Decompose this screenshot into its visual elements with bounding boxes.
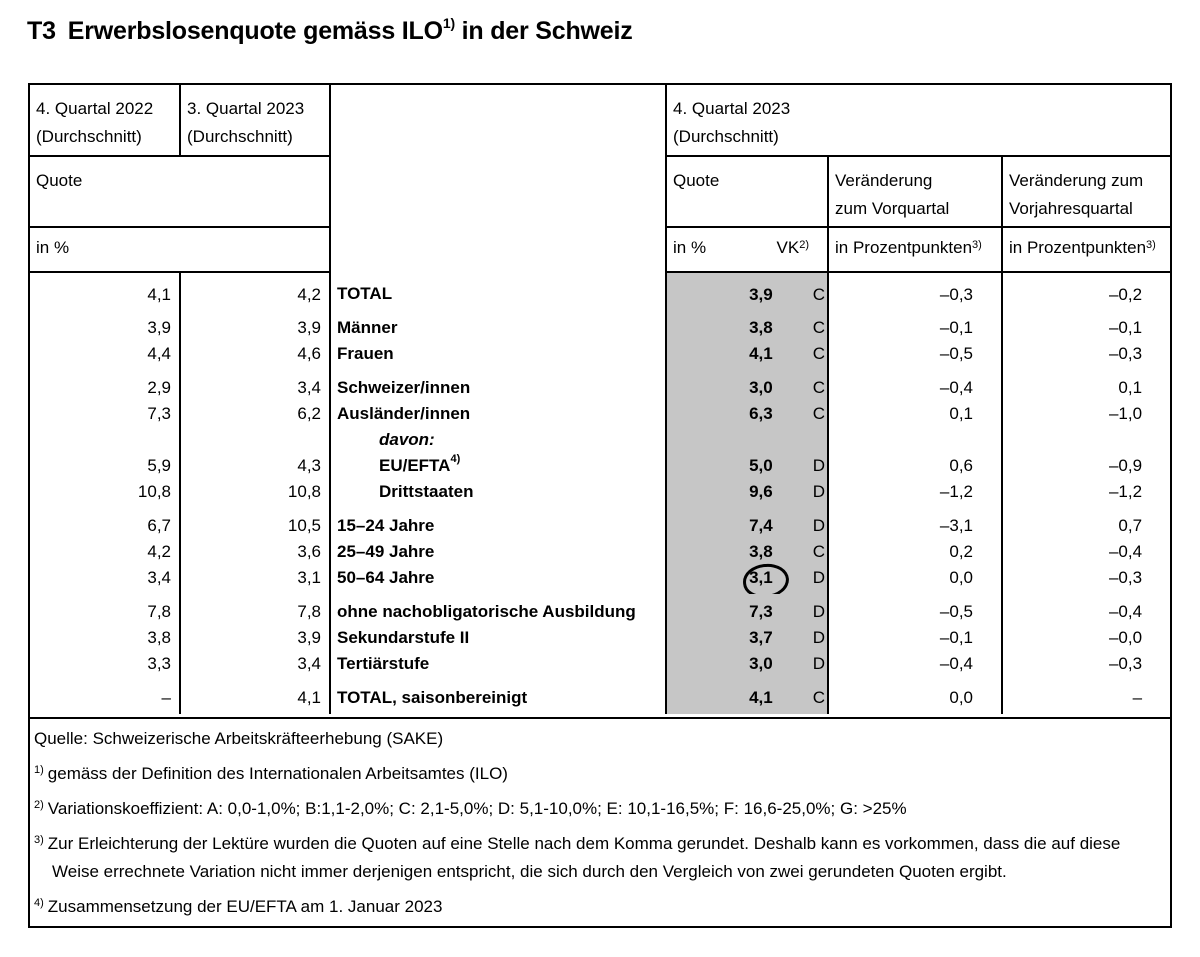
cell-change-vq: –0,3	[828, 272, 1002, 318]
table-row	[30, 482, 1170, 508]
cell-change-vq: 0,6	[828, 456, 1002, 482]
quote-value: 4,1	[749, 688, 773, 707]
quote-value: 5,0	[749, 456, 773, 475]
vk-value: C	[812, 378, 825, 397]
table-row	[30, 594, 1170, 628]
cell-change-vj: 0,1	[1118, 378, 1143, 397]
quote-value: 3,0	[749, 654, 773, 673]
vk-value: C	[812, 688, 825, 707]
cell-q4-2022: 10,8	[30, 482, 180, 508]
header-quote-right: Quote	[666, 156, 828, 227]
footnotes	[30, 717, 1170, 921]
cell-q4-2022: –	[30, 680, 180, 714]
cell-change-vj	[1002, 430, 1170, 456]
quote-value: 6,3	[749, 404, 773, 423]
vk-value: D	[812, 654, 825, 673]
cell-change-vj: –	[1132, 688, 1143, 707]
cell-change-vj: –0,3	[1108, 344, 1143, 363]
cell-q4-2022	[30, 430, 180, 456]
cell-change-vj: –0,3	[1108, 654, 1143, 673]
cell-change-vj: –0,1	[1108, 318, 1143, 337]
row-label: Schweizer/innen	[330, 370, 666, 404]
vk-value: D	[812, 602, 825, 621]
vk-value: D	[812, 482, 825, 501]
table-row	[30, 430, 1170, 456]
header-unit-pp-vq: in Prozentpunkten$^{3)}$	[828, 227, 1002, 272]
cell-change-vj: –0,2	[1108, 285, 1143, 304]
cell-change-vq: –0,4	[828, 654, 1002, 680]
vk-value: D	[812, 516, 825, 535]
cell-change-vq: –0,4	[828, 370, 1002, 404]
quote-value: 3,1	[749, 568, 773, 587]
cell-q4-2023	[666, 404, 828, 430]
table-row	[30, 370, 1170, 404]
cell-q4-2022: 3,8	[30, 628, 180, 654]
cell-q3-2023: 4,2	[180, 272, 330, 318]
cell-q4-2023	[666, 628, 828, 654]
cell-q4-2023	[666, 456, 828, 482]
row-label: Frauen	[330, 344, 666, 370]
table-row	[30, 508, 1170, 542]
statistics-table-frame	[28, 83, 1172, 928]
cell-change-vq: –3,1	[828, 508, 1002, 542]
table-row	[30, 628, 1170, 654]
cell-q4-2023	[666, 594, 828, 628]
cell-q3-2023: 3,1	[180, 568, 330, 594]
vk-value: C	[812, 542, 825, 561]
footnote-3: $^{3)}$ Zur Erleichterung der Lektüre wurden die Quoten auf eine Stelle nach dem Komma gerundet. Deshalb kann es vorkommen, dass die auf diese Weise errechnete Variation nicht immer derjenigen entspricht, die sich durch den Vergleich von zwei gerundeten Quoten ergibt.	[34, 834, 1121, 881]
cell-change-vq: 0,1	[828, 404, 1002, 430]
cell-change-vj: –0,4	[1108, 602, 1143, 621]
cell-q4-2023	[666, 508, 828, 542]
footnote-4: $^{4)}$ Zusammensetzung der EU/EFTA am 1. Januar 2023	[34, 897, 443, 916]
header-unit-left: in %	[30, 227, 330, 272]
cell-change-vj: –0,0	[1108, 628, 1143, 647]
quote-value: 3,8	[749, 542, 773, 561]
source-note: Quelle: Schweizerische Arbeitskräfteerhebung (SAKE)	[34, 729, 444, 748]
cell-change-vq: 0,2	[828, 542, 1002, 568]
vk-value: C	[812, 285, 825, 304]
cell-q3-2023	[180, 430, 330, 456]
table-row	[30, 568, 1170, 594]
cell-q4-2022: 4,1	[30, 272, 180, 318]
row-label: 25–49 Jahre	[330, 542, 666, 568]
cell-change-vq	[828, 430, 1002, 456]
cell-q3-2023: 3,9	[180, 628, 330, 654]
cell-q3-2023: 3,9	[180, 318, 330, 344]
header-unit-right: in % VK$^{2)}$	[666, 227, 828, 272]
cell-q3-2023: 7,8	[180, 594, 330, 628]
cell-q3-2023: 6,2	[180, 404, 330, 430]
statistics-table	[30, 85, 1170, 714]
cell-q4-2023	[666, 344, 828, 370]
quote-value: 7,3	[749, 602, 773, 621]
title-footnote-ref: 1)	[442, 15, 455, 31]
row-label: davon:	[330, 430, 666, 456]
cell-q4-2023	[666, 680, 828, 714]
table-row	[30, 404, 1170, 430]
cell-q4-2022: 3,9	[30, 318, 180, 344]
header-q4-2023: 4. Quartal 2023 (Durchschnitt)	[666, 85, 1170, 156]
vk-value: D	[812, 628, 825, 647]
cell-q4-2022: 3,3	[30, 654, 180, 680]
header-unit-pp-vj: in Prozentpunkten$^{3)}$	[1002, 227, 1170, 272]
table-row	[30, 318, 1170, 344]
cell-change-vq: 0,0	[828, 568, 1002, 594]
table-code: T3	[27, 17, 56, 45]
cell-q4-2022: 7,8	[30, 594, 180, 628]
table-row	[30, 456, 1170, 482]
table-row	[30, 272, 1170, 318]
quote-value: 3,7	[749, 628, 773, 647]
cell-q3-2023: 4,1	[180, 680, 330, 714]
cell-change-vj: –0,3	[1108, 568, 1143, 587]
vk-value: D	[812, 456, 825, 475]
quote-value: 3,8	[749, 318, 773, 337]
cell-q3-2023: 3,6	[180, 542, 330, 568]
table-row	[30, 542, 1170, 568]
cell-q4-2023	[666, 272, 828, 318]
cell-q4-2022: 7,3	[30, 404, 180, 430]
row-label: ohne nachobligatorische Ausbildung	[330, 594, 666, 628]
table-row	[30, 680, 1170, 714]
row-label: 15–24 Jahre	[330, 508, 666, 542]
header-change-vj: Veränderung zum Vorjahresquartal	[1002, 156, 1170, 227]
row-label: EU/EFTA$^{4)}$	[330, 456, 666, 482]
table-row	[30, 344, 1170, 370]
cell-change-vq: –0,1	[828, 318, 1002, 344]
cell-q4-2023	[666, 654, 828, 680]
row-label: Tertiärstufe	[330, 654, 666, 680]
cell-q4-2023	[666, 542, 828, 568]
cell-change-vj: –0,4	[1108, 542, 1143, 561]
vk-value: C	[812, 318, 825, 337]
cell-change-vq: –1,2	[828, 482, 1002, 508]
cell-change-vj: –1,0	[1108, 404, 1143, 423]
page-title	[27, 17, 633, 46]
header-change-vq: Veränderung zum Vorquartal	[828, 156, 1002, 227]
quote-value: 3,0	[749, 378, 773, 397]
cell-change-vq: –0,5	[828, 594, 1002, 628]
cell-q3-2023: 4,6	[180, 344, 330, 370]
cell-q3-2023: 4,3	[180, 456, 330, 482]
row-label: Männer	[330, 318, 666, 344]
row-label: Sekundarstufe II	[330, 628, 666, 654]
cell-q4-2023	[666, 482, 828, 508]
cell-q3-2023: 10,8	[180, 482, 330, 508]
cell-q4-2022: 5,9	[30, 456, 180, 482]
row-label: 50–64 Jahre	[330, 568, 666, 594]
row-label: Drittstaaten	[330, 482, 666, 508]
cell-q4-2022: 4,2	[30, 542, 180, 568]
cell-q4-2023	[666, 318, 828, 344]
cell-q4-2023	[666, 370, 828, 404]
cell-q4-2022: 2,9	[30, 370, 180, 404]
cell-q4-2022: 3,4	[30, 568, 180, 594]
cell-change-vq: 0,0	[828, 680, 1002, 714]
cell-q3-2023: 10,5	[180, 508, 330, 542]
cell-q4-2022: 4,4	[30, 344, 180, 370]
header-quote-left: Quote	[30, 156, 330, 227]
vk-value: C	[812, 404, 825, 423]
quote-value: 4,1	[749, 344, 773, 363]
vk-value: D	[812, 568, 825, 587]
cell-q3-2023: 3,4	[180, 654, 330, 680]
cell-change-vq: –0,1	[828, 628, 1002, 654]
cell-change-vj: –1,2	[1108, 482, 1143, 501]
cell-q4-2023	[666, 430, 828, 456]
cell-change-vj: 0,7	[1118, 516, 1143, 535]
row-label: Ausländer/innen	[330, 404, 666, 430]
cell-change-vq: –0,5	[828, 344, 1002, 370]
footnote-2: $^{2)}$ Variationskoeffizient: A: 0,0-1,0%; B:1,1-2,0%; C: 2,1-5,0%; D: 5,1-10,0%; E: 10,1-16,5%; F: 16,6-25,0%; G: >25%	[34, 799, 907, 818]
row-label: TOTAL, saisonbereinigt	[330, 680, 666, 714]
header-q4-2022: 4. Quartal 2022 (Durchschnitt)	[30, 85, 180, 156]
row-label: TOTAL	[330, 272, 666, 318]
quote-value: 7,4	[749, 516, 773, 535]
footnote-1: $^{1)}$ gemäss der Definition des Internationalen Arbeitsamtes (ILO)	[34, 764, 508, 783]
table-row	[30, 654, 1170, 680]
table-body	[30, 272, 1170, 714]
cell-q4-2022: 6,7	[30, 508, 180, 542]
title-suffix: in der Schweiz	[454, 17, 633, 45]
cell-q3-2023: 3,4	[180, 370, 330, 404]
header-q3-2023: 3. Quartal 2023 (Durchschnitt)	[180, 85, 330, 156]
cell-q4-2023	[666, 568, 828, 594]
cell-change-vj: –0,9	[1108, 456, 1143, 475]
vk-value: C	[812, 344, 825, 363]
title-text: Erwerbslosenquote gemäss ILO	[67, 17, 443, 45]
quote-value: 9,6	[749, 482, 773, 501]
vk-header: VK$^{2)}$	[776, 238, 809, 257]
quote-value: 3,9	[749, 285, 773, 304]
header-blank	[330, 85, 666, 272]
